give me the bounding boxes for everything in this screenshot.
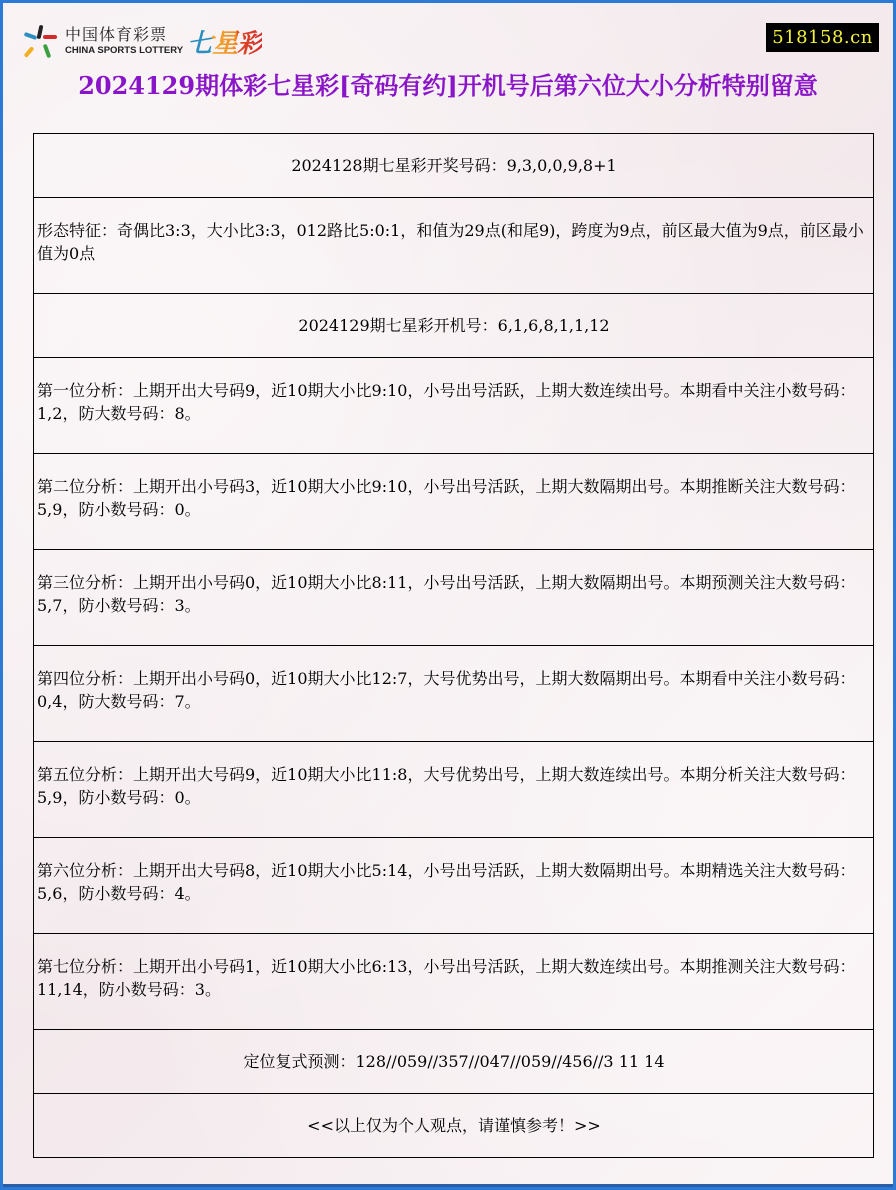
analysis-text: 第三位分析：上期开出小号码0，近10期大小比8:11，小号出号活跃，上期大数隔期出号。本期预测关注大数号码：5,7，防小数号码：3。 bbox=[37, 573, 856, 615]
analysis-text: 第五位分析：上期开出大号码9，近10期大小比11:8，大号优势出号，上期大数连续出号。本期分析关注大数号码：5,9，防小数号码：0。 bbox=[37, 765, 856, 807]
china-sports-lottery-logo bbox=[23, 21, 262, 61]
prediction-text: 定位复式预测：128//059//357//047//059//456//3 11 14 bbox=[243, 1052, 665, 1071]
position-1-analysis-row bbox=[34, 358, 873, 454]
logo-cn-text: 中国体育彩票 bbox=[65, 24, 168, 44]
analysis-table bbox=[33, 133, 874, 1158]
position-4-analysis-row bbox=[34, 646, 873, 742]
features-row bbox=[34, 198, 873, 294]
last-draw-row bbox=[34, 134, 873, 198]
features-text: 形态特征：奇偶比3:3，大小比3:3，012路比5:0:1，和值为29点(和尾9)，跨度为9点，前区最大值为9点，前区最小值为0点 bbox=[37, 221, 864, 263]
analysis-text: 第四位分析：上期开出小号码0，近10期大小比12:7，大号优势出号，上期大数隔期出号。本期看中关注小数号码：0,4，防大数号码：7。 bbox=[37, 669, 856, 711]
position-3-analysis-row bbox=[34, 550, 873, 646]
lottery-star-icon bbox=[23, 23, 59, 59]
analysis-text: 第六位分析：上期开出大号码8，近10期大小比5:14，小号出号活跃，上期大数隔期出号。本期精选关注大数号码：5,6，防小数号码：4。 bbox=[37, 861, 856, 903]
site-badge[interactable]: 518158.cn bbox=[766, 23, 879, 52]
logo-en-text: CHINA SPORTS LOTTERY bbox=[65, 44, 184, 56]
prediction-row bbox=[34, 1030, 873, 1094]
analysis-text: 第七位分析：上期开出小号码1，近10期大小比6:13，小号出号活跃，上期大数连续出号。本期推测关注大数号码：11,14，防小数号码：3。 bbox=[37, 957, 856, 999]
position-2-analysis-row bbox=[34, 454, 873, 550]
disclaimer-row bbox=[34, 1094, 873, 1158]
machine-numbers-row bbox=[34, 294, 873, 358]
position-5-analysis-row bbox=[34, 742, 873, 838]
analysis-text: 第二位分析：上期开出小号码3，近10期大小比9:10，小号出号活跃，上期大数隔期出号。本期推断关注大数号码：5,9，防小数号码：0。 bbox=[37, 477, 856, 519]
page-title: 2024129期体彩七星彩[奇码有约]开机号后第六位大小分析特别留意 bbox=[78, 71, 818, 100]
last-draw-text: 2024128期七星彩开奖号码：9,3,0,0,9,8+1 bbox=[291, 156, 617, 175]
disclaimer-text: <<以上仅为个人观点，请谨慎参考！>> bbox=[307, 1116, 601, 1135]
position-6-analysis-row bbox=[34, 838, 873, 934]
qixingcai-brand: 七星彩 bbox=[187, 23, 262, 60]
machine-numbers-text: 2024129期七星彩开机号：6,1,6,8,1,1,12 bbox=[298, 316, 610, 335]
analysis-text: 第一位分析：上期开出大号码9，近10期大小比9:10，小号出号活跃，上期大数连续出号。本期看中关注小数号码：1,2，防大数号码：8。 bbox=[37, 381, 856, 423]
position-7-analysis-row bbox=[34, 934, 873, 1030]
